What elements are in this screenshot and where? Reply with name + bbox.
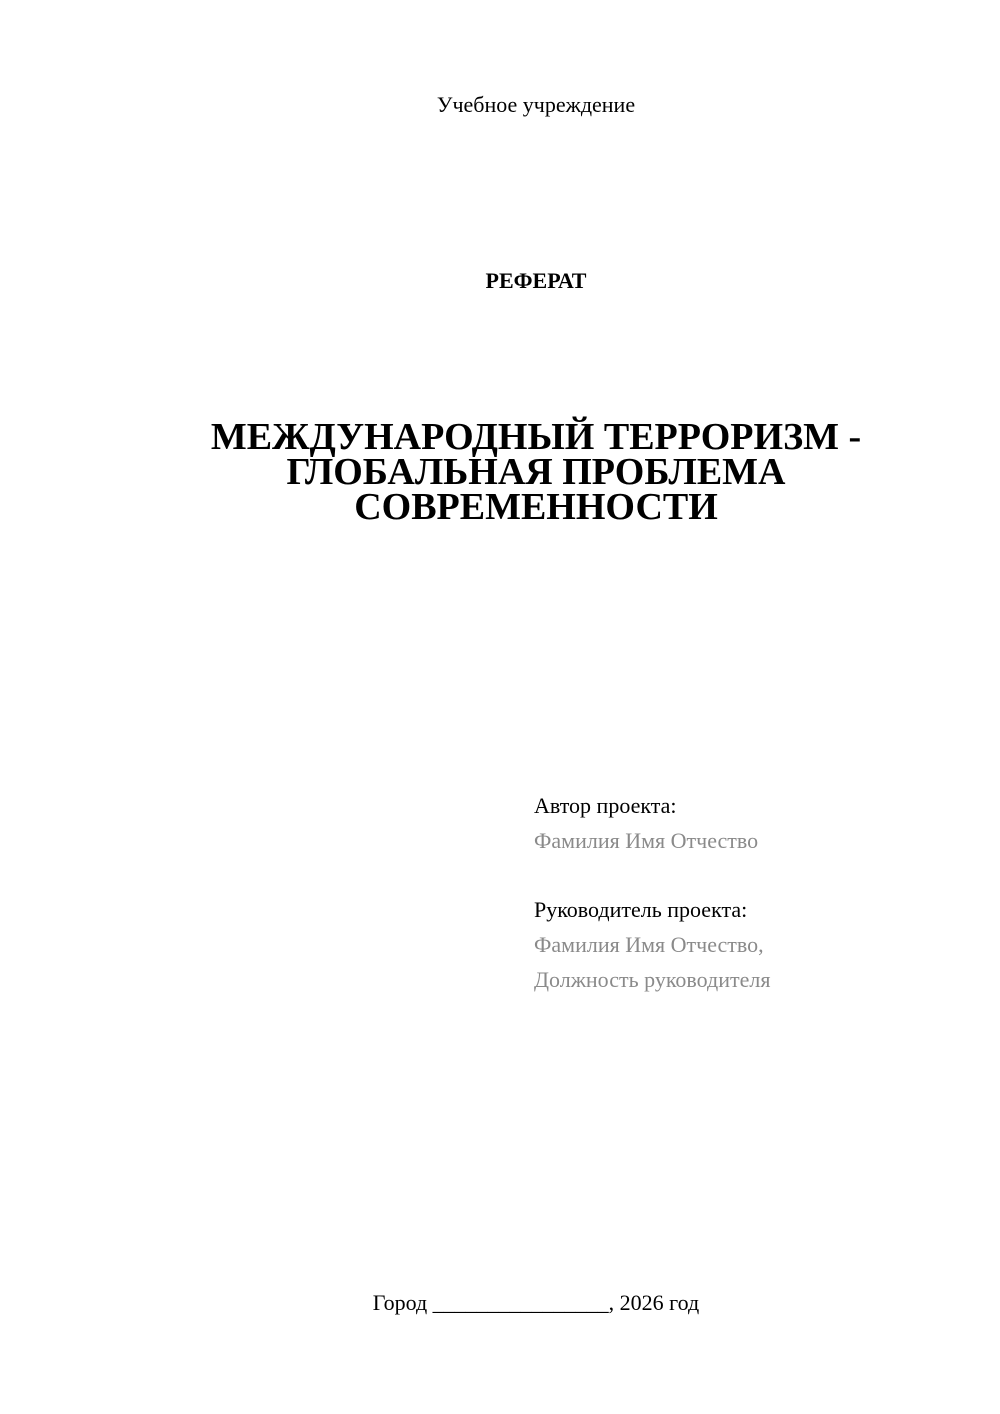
- city-year-line: Город ________________, 2026 год: [372, 1290, 700, 1315]
- document-topic: [200, 416, 872, 528]
- spacer: [534, 858, 954, 892]
- credits-block: [534, 788, 954, 997]
- supervisor-name: Фамилия Имя Отчество,: [534, 932, 764, 957]
- topic-line: СОВРЕМЕННОСТИ: [354, 486, 718, 528]
- topic-line: МЕЖДУНАРОДНЫЙ ТЕРРОРИЗМ -: [210, 416, 862, 458]
- institution-name: Учебное учреждение: [436, 92, 636, 117]
- supervisor-label: Руководитель проекта:: [534, 897, 748, 922]
- author-label: Автор проекта:: [534, 793, 677, 818]
- topic-line: ГЛОБАЛЬНАЯ ПРОБЛЕМА: [286, 451, 786, 493]
- document-type: РЕФЕРАТ: [485, 268, 587, 293]
- author-name: Фамилия Имя Отчество: [534, 828, 759, 853]
- supervisor-position: Должность руководителя: [534, 967, 771, 992]
